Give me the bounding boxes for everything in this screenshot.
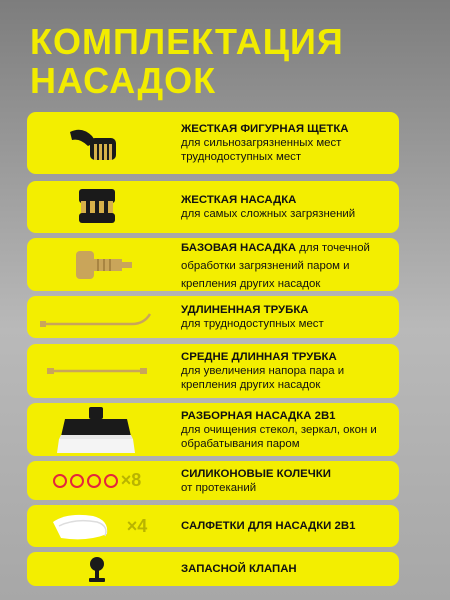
ring-icon: [87, 474, 101, 488]
ring-icon: [104, 474, 118, 488]
item-name: ЖЕСТКАЯ ФИГУРНАЯ ЩЕТКА: [181, 123, 349, 135]
item-card-base-nozzle: [27, 238, 399, 291]
curved-brush-icon: [27, 112, 167, 174]
base-nozzle-icon: [27, 238, 167, 291]
item-name: ЖЕСТКАЯ НАСАДКА: [181, 194, 297, 206]
item-desc: для труднодоступных мест: [181, 318, 324, 330]
item-desc: от протеканий: [181, 481, 257, 494]
round-brush-icon: [27, 181, 167, 233]
item-desc: для точечной обработки загрязнений паром и крепления других насадок: [181, 241, 370, 290]
valve-icon: [27, 552, 167, 586]
item-card-curved-brush: [27, 112, 399, 174]
window-nozzle-icon: [27, 403, 167, 456]
item-name: САЛФЕТКИ ДЛЯ НАСАДКИ 2В1: [181, 520, 356, 532]
ring-icon: [53, 474, 67, 488]
item-name: ЗАПАСНОЙ КЛАПАН: [181, 563, 297, 575]
item-name: РАЗБОРНАЯ НАСАДКА 2В1: [181, 409, 336, 422]
page-title: [30, 22, 344, 100]
item-desc: для сильнозагрязненных мест труднодоступных мест: [181, 137, 342, 163]
item-card-medium-tube: [27, 344, 399, 398]
item-card-long-tube: [27, 296, 399, 338]
item-card-window-nozzle: [27, 403, 399, 456]
item-desc: для очищения стекол, зеркал, окон и обрабатывания паром: [181, 423, 377, 450]
item-name: СРЕДНЕ ДЛИННАЯ ТРУБКА: [181, 351, 337, 363]
silicone-ring-icon: [27, 461, 167, 500]
cloth-icon: [27, 505, 167, 547]
title-line-2: НАСАДОК: [30, 60, 217, 101]
item-desc: для самых сложных загрязнений: [181, 208, 356, 220]
item-name: БАЗОВАЯ НАСАДКА: [181, 241, 297, 254]
item-card-cloths: [27, 505, 399, 547]
item-desc: для увеличения напора пара и крепления других насадок: [181, 365, 345, 391]
long-tube-icon: [27, 296, 167, 338]
item-name: УДЛИНЕННАЯ ТРУБКА: [181, 304, 309, 316]
multiplier: ×8: [120, 470, 142, 490]
ring-icon: [70, 474, 84, 488]
title-line-1: КОМПЛЕКТАЦИЯ: [30, 21, 344, 62]
medium-tube-icon: [27, 344, 167, 398]
multiplier: ×4: [126, 515, 148, 536]
item-card-silicone-rings: [27, 461, 399, 500]
item-card-valve: [27, 552, 399, 586]
item-name: СИЛИКОНОВЫЕ КОЛЕЧКИ: [181, 467, 331, 480]
item-card-round-brush: [27, 181, 399, 233]
